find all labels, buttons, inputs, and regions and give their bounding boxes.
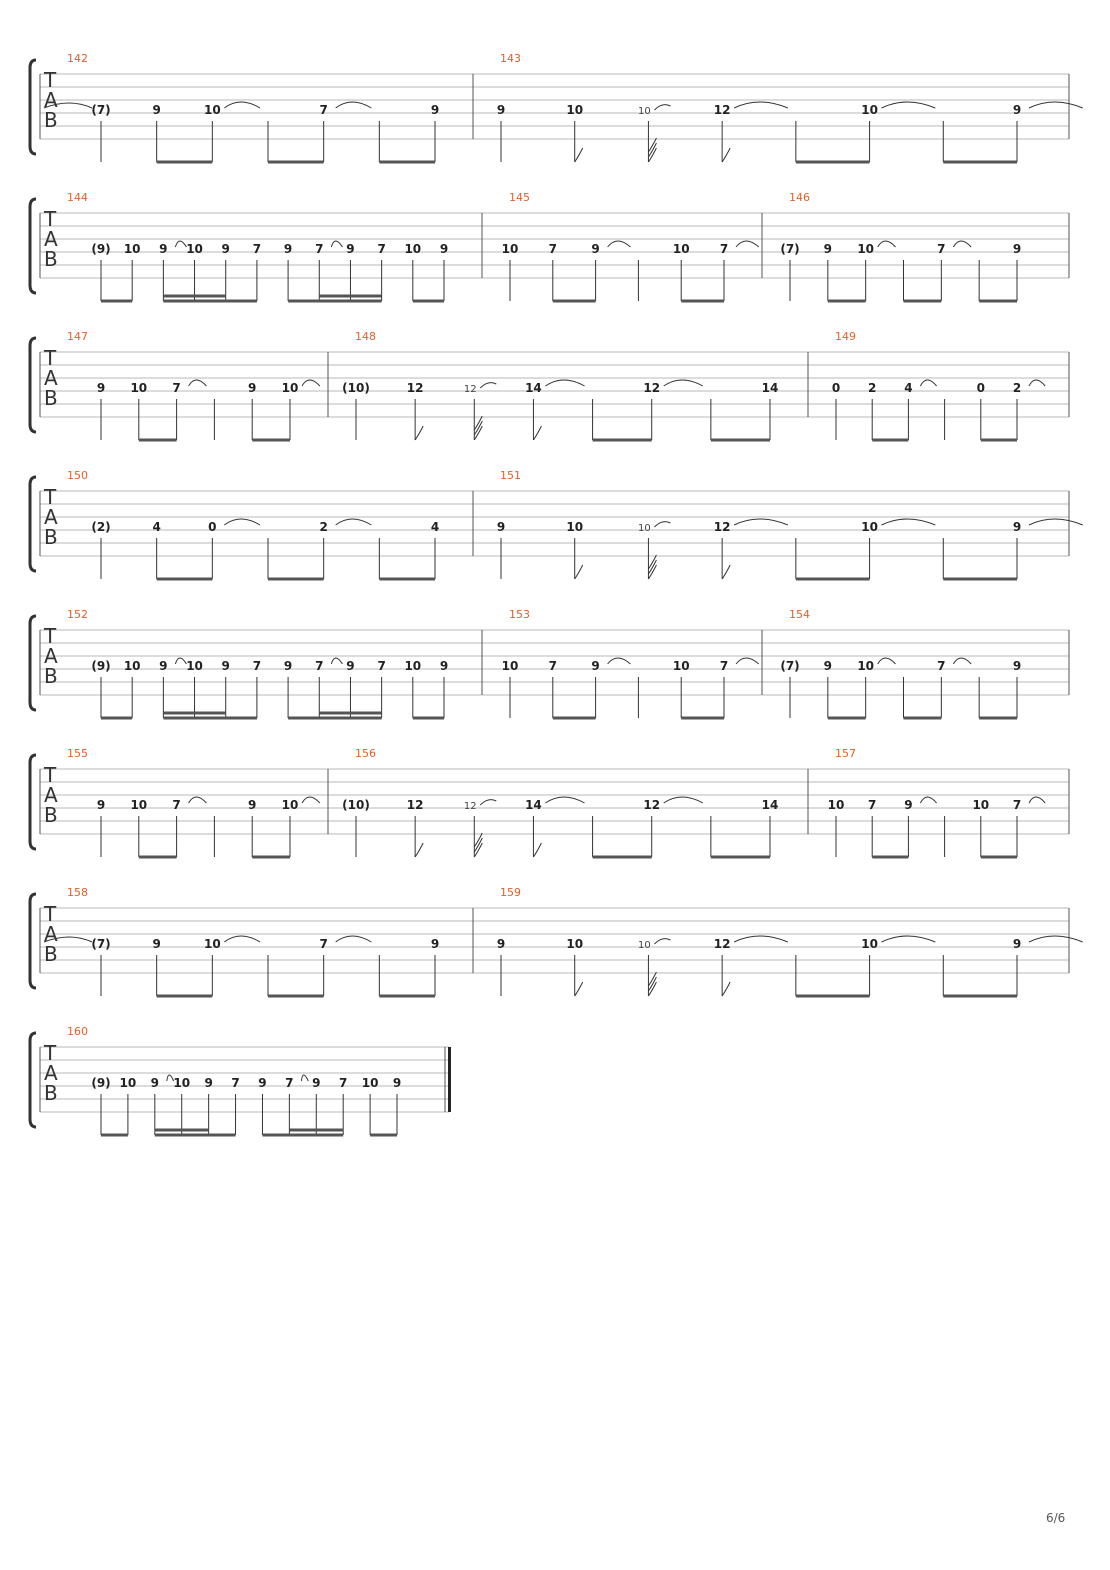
tab-clef-letter: B [44,525,58,549]
fret-number: 10 [827,798,845,812]
fret-number: 9 [248,381,257,395]
fret-number: 7 [937,659,946,673]
tie-arc [1029,380,1045,386]
fret-number: 10 [857,659,875,673]
fret-number: 10 [130,381,148,395]
fret-number: 9 [204,1076,213,1090]
fret-number: 7 [172,381,181,395]
fret-number: 2 [868,381,877,395]
note-flag [533,843,541,857]
fret-number: 12 [406,381,424,395]
measure-number: 149 [835,330,856,343]
fret-number: 7 [319,937,328,951]
fret-number: 14 [525,798,542,812]
fret-number: 10 [281,381,299,395]
note-flag [415,426,423,440]
fret-number: 2 [1012,381,1022,395]
tab-clef-letter: T [44,763,57,787]
tie-arc [175,241,186,247]
tie-arc [336,936,372,942]
fret-number: 9 [439,242,449,256]
slur [654,105,670,110]
measure-number: 159 [500,886,521,899]
tab-clef-letter: A [44,88,58,112]
fret-number: 9 [346,659,355,673]
note-flag [415,843,423,857]
measure-number: 144 [67,191,88,204]
tie-arc [224,519,260,525]
page-number: 6/6 [1046,1511,1066,1525]
measure-number: 151 [500,469,521,482]
tie-arc [545,380,584,386]
fret-number: (10) [342,381,370,395]
fret-number: 9 [496,937,506,951]
fret-number: (9) [91,659,111,673]
fret-number: 7 [719,659,729,673]
fret-number: 9 [283,659,293,673]
note-flag [722,148,730,162]
fret-number: 10 [186,659,203,673]
fret-number: 10 [501,659,519,673]
fret-number: 7 [339,1076,348,1090]
tie-arc [920,380,936,386]
tie-arc [734,936,788,942]
fret-number: 10 [972,798,990,812]
fret-number: 12 [713,937,731,951]
fret-number: 9 [823,659,833,673]
fret-number: 9 [591,659,600,673]
fret-number: 9 [1012,659,1022,673]
final-barline-thick [448,1047,451,1112]
slur [480,800,496,805]
tie-arc [882,519,936,525]
tab-clef-letter: B [44,664,58,688]
tie-arc [608,241,631,247]
fret-number: 2 [319,520,328,534]
fret-number: (10) [342,798,370,812]
fret-number: (7) [91,103,111,117]
system-bracket [30,755,36,849]
fret-number: 9 [258,1076,267,1090]
tie-arc [1029,519,1083,525]
tie-arc [336,519,372,525]
note-flag [722,982,730,996]
fret-number: 10 [203,937,221,951]
fret-number: 10 [203,103,221,117]
measure-number: 143 [500,52,521,65]
fret-number: 9 [1012,937,1022,951]
fret-number: 7 [319,103,328,117]
tab-clef-letter: A [44,227,58,251]
fret-number: 7 [172,798,181,812]
fret-number: 7 [548,242,557,256]
tie-arc [224,102,260,108]
tab-clef-letter: B [44,386,58,410]
fret-number: 12 [643,798,661,812]
tie-arc [953,658,971,664]
fret-number: 10 [861,520,878,534]
tie-arc [302,797,320,803]
fret-number: 7 [377,242,386,256]
tab-clef-letter: B [44,1081,58,1105]
fret-number: 10 [566,937,584,951]
tie-arc [331,658,342,664]
fret-number: 9 [430,937,440,951]
fret-number: 0 [976,381,985,395]
fret-number: 9 [823,242,833,256]
tab-clef-letter: B [44,942,58,966]
tie-arc [1029,102,1083,108]
tie-arc [664,797,703,803]
tab-clef-letter: B [44,247,58,271]
tab-clef-letter: A [44,505,58,529]
fret-number: 12 [643,381,661,395]
fret-number: 9 [152,103,161,117]
fret-number: 10 [404,659,422,673]
fret-number: 7 [937,242,946,256]
note-flag [575,148,583,162]
system-bracket [30,1033,36,1127]
tab-clef-letter: T [44,68,57,92]
fret-number: 9 [221,659,230,673]
fret-number: 9 [496,520,506,534]
fret-number: 12 [713,103,731,117]
system-bracket [30,199,36,293]
slur [480,383,496,388]
fret-number: 9 [439,659,449,673]
tab-clef-letter: A [44,783,58,807]
fret-number: (7) [780,242,800,256]
fret-number: 10 [186,242,203,256]
tie-arc [545,797,584,803]
fret-number: 9 [591,242,600,256]
fret-number: (2) [91,520,111,534]
tab-clef-letter: A [44,366,58,390]
tab-clef-letter: T [44,1041,57,1065]
tie-arc [736,658,759,664]
measure-number: 158 [67,886,88,899]
fret-number: (9) [91,1076,111,1090]
fret-number: 10 [857,242,875,256]
fret-number: 9 [312,1076,321,1090]
tab-clef-letter: B [44,803,58,827]
system-bracket [30,616,36,710]
tie-arc [664,380,703,386]
measure-number: 153 [509,608,530,621]
tie-arc [301,1075,308,1081]
fret-number: 10 [173,1076,191,1090]
fret-number: 10 [123,659,141,673]
fret-number: 0 [831,381,841,395]
tie-arc [920,797,936,803]
fret-number: 10 [566,520,584,534]
fret-number: 9 [904,798,913,812]
fret-number: (7) [91,937,111,951]
tie-arc [882,936,936,942]
measure-number: 146 [789,191,810,204]
tie-arc [953,241,971,247]
fret-number: 9 [150,1076,159,1090]
fret-number: 7 [868,798,877,812]
tie-arc [878,658,896,664]
measure-number: 148 [355,330,376,343]
fret-number: 7 [252,659,262,673]
fret-number: 9 [248,798,257,812]
tab-clef-letter: A [44,1061,58,1085]
tie-arc [175,658,186,664]
fret-number: 9 [1012,242,1022,256]
fret-number: 10 [119,1076,137,1090]
fret-number: 9 [346,242,355,256]
tab-clef-letter: T [44,624,57,648]
fret-number: 9 [221,242,230,256]
fret-number: 7 [315,659,324,673]
fret-number: 9 [159,659,168,673]
fret-number: 9 [96,798,106,812]
grace-note: 12 [463,801,477,812]
fret-number: 7 [285,1076,294,1090]
tie-arc [608,658,631,664]
fret-number: 10 [861,103,878,117]
system-bracket [30,60,36,154]
measure-number: 150 [67,469,88,482]
tie-arc [882,102,936,108]
fret-number: 0 [208,520,217,534]
grace-note: 12 [463,384,477,395]
tab-clef-letter: A [44,922,58,946]
tie-arc [736,241,759,247]
tie-arc [734,102,788,108]
fret-number: 7 [377,659,386,673]
fret-number: 14 [525,381,542,395]
fret-number: 4 [152,520,161,534]
fret-number: 9 [430,103,440,117]
tab-clef-letter: A [44,644,58,668]
measure-number: 157 [835,747,856,760]
system-bracket [30,338,36,432]
fret-number: 10 [361,1076,379,1090]
fret-number: 9 [1012,103,1022,117]
note-flag [575,982,583,996]
fret-number: (7) [780,659,800,673]
fret-number: 9 [392,1076,402,1090]
tab-clef-letter: T [44,207,57,231]
fret-number: 12 [713,520,731,534]
measure-number: 154 [789,608,810,621]
tie-arc [1029,797,1045,803]
tab-clef-letter: T [44,346,57,370]
tie-arc [189,380,207,386]
system-bracket [30,894,36,988]
measure-number: 145 [509,191,530,204]
tie-arc [189,797,207,803]
tab-clef-letter: T [44,485,57,509]
fret-number: 7 [231,1076,240,1090]
tie-arc [1029,936,1083,942]
fret-number: 10 [861,937,878,951]
measure-number: 147 [67,330,88,343]
fret-number: 10 [404,242,422,256]
tab-clef-letter: B [44,108,58,132]
measure-number: 142 [67,52,88,65]
fret-number: 4 [430,520,440,534]
fret-number: 7 [315,242,324,256]
grace-note: 10 [638,106,651,117]
fret-number: 7 [252,242,262,256]
grace-note: 10 [638,523,651,534]
measure-number: 156 [355,747,376,760]
fret-number: 10 [501,242,519,256]
grace-note: 10 [638,940,651,951]
fret-number: 4 [904,381,913,395]
fret-number: 10 [566,103,584,117]
measure-number: 160 [67,1025,88,1038]
fret-number: 9 [496,103,506,117]
note-flag [533,426,541,440]
fret-number: 14 [761,798,779,812]
tie-arc [302,380,320,386]
fret-number: 12 [406,798,424,812]
fret-number: 10 [672,659,690,673]
slur [654,522,670,527]
tie-arc [336,102,372,108]
note-flag [575,565,583,579]
tie-arc [331,241,342,247]
fret-number: 7 [548,659,557,673]
tie-arc [878,241,896,247]
fret-number: 10 [672,242,690,256]
fret-number: 7 [1012,798,1022,812]
fret-number: 9 [1012,520,1022,534]
measure-number: 152 [67,608,88,621]
fret-number: (9) [91,242,111,256]
slur [654,939,670,944]
fret-number: 10 [130,798,148,812]
fret-number: 9 [159,242,168,256]
measure-number: 155 [67,747,88,760]
fret-number: 7 [719,242,729,256]
fret-number: 9 [283,242,293,256]
fret-number: 9 [96,381,106,395]
tab-clef-letter: T [44,902,57,926]
fret-number: 10 [281,798,299,812]
note-flag [722,565,730,579]
fret-number: 14 [761,381,779,395]
tie-arc [734,519,788,525]
fret-number: 10 [123,242,141,256]
tie-arc [224,936,260,942]
system-bracket [30,477,36,571]
fret-number: 9 [152,937,161,951]
